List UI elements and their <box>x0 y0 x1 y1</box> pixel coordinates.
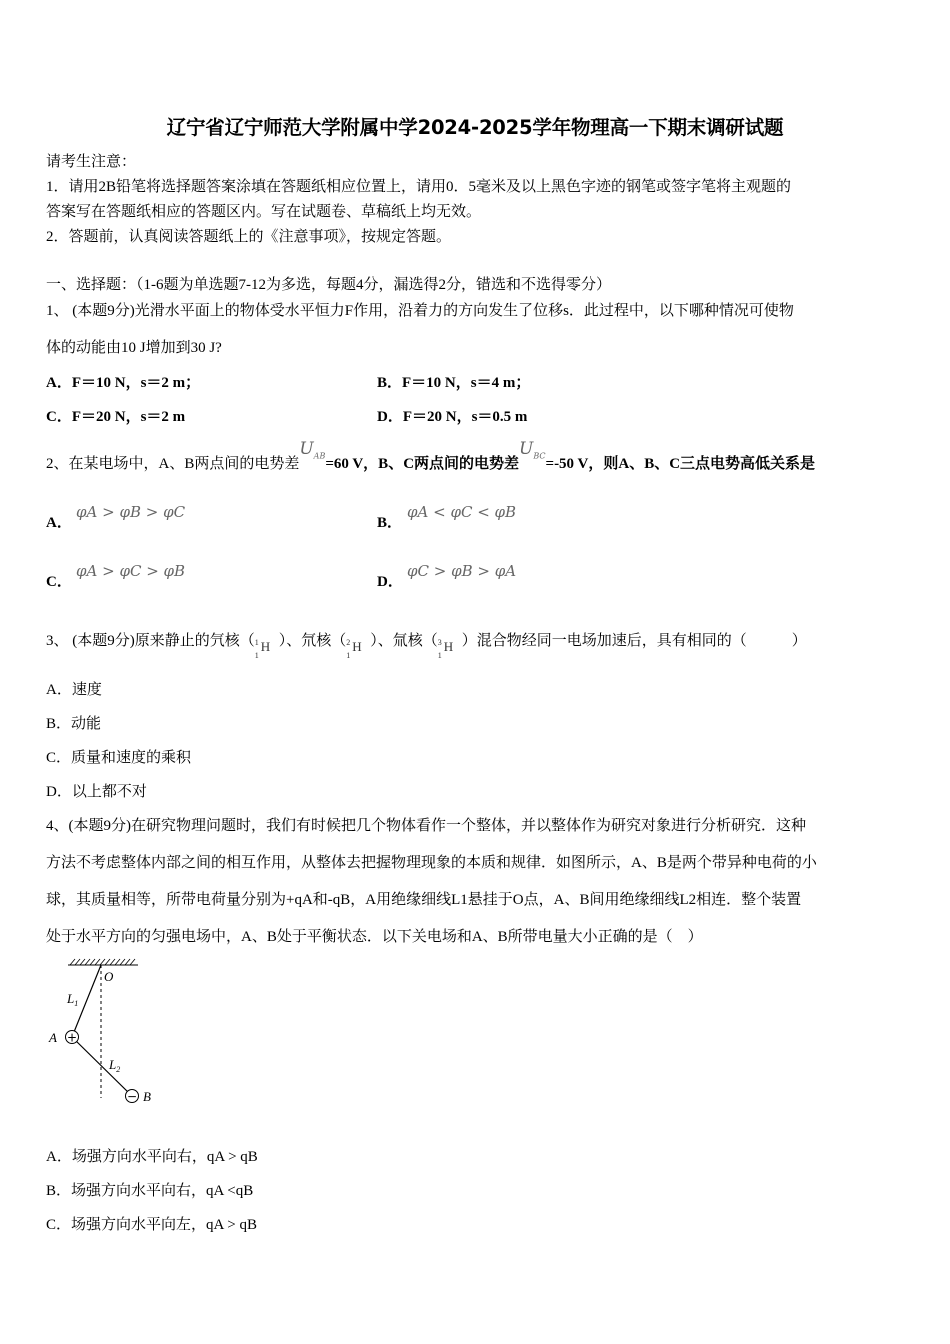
notice-heading: 请考生注意： <box>46 154 137 170</box>
q2-ubc-symbol: $U_{BC}$ <box>519 439 546 461</box>
q4-option-a: A．场强方向水平向右，qA > qB <box>46 1149 258 1165</box>
q3-stem-part1: 3、 (本题9分)原来静止的氕核（ <box>46 633 255 649</box>
q2-stem-part3: =-50 V，则A、B、C三点电势高低关系是 <box>545 456 816 472</box>
ball-a-plus: + <box>66 1030 78 1045</box>
notice-item-1a: 1．请用2B铅笔将选择题答案涂填在答题纸相应位置上，请用0．5毫米及以上黑色字迹的钢笔或签字笔将主观题的 <box>46 179 792 195</box>
q4-figure <box>40 955 170 1115</box>
notice-item-1b: 答案写在答题纸相应的答题区内。写在试题卷、草稿纸上均无效。 <box>46 204 482 220</box>
q2-stem-part2: =60 V，B、C两点间的电势差 <box>325 456 520 472</box>
ceiling-hatch <box>68 959 138 965</box>
q2-option-b-label: B． <box>377 515 403 531</box>
q4-option-b: B．场强方向水平向右，qA <qB <box>46 1183 254 1199</box>
q3-option-c: C．质量和速度的乘积 <box>46 750 192 766</box>
q4-option-c: C．场强方向水平向左，qA > qB <box>46 1217 257 1233</box>
q1-option-b: B．F＝10 N，s＝4 m； <box>377 375 531 391</box>
q4-stem-line1: 4、(本题9分)在研究物理问题时，我们有时候把几个物体看作一个整体，并以整体作为研究对象进行分析研究．这种 <box>46 818 806 834</box>
label-o: O <box>104 969 114 984</box>
q1-option-d: D．F＝20 N，s＝0.5 m <box>377 409 528 425</box>
q2-option-a-label: A． <box>46 515 72 531</box>
page-title: 辽宁省辽宁师范大学附属中学2024-2025学年物理高一下期末调研试题 <box>166 116 784 139</box>
label-l2: $L_2$ <box>109 1057 121 1074</box>
section-heading: 一、选择题：（1-6题为单选题7-12为多选，每题4分，漏选得2分，错选和不选得零分） <box>46 277 611 293</box>
string-l2 <box>72 1037 132 1096</box>
q1-option-a: A．F＝10 N，s＝2 m； <box>46 375 201 391</box>
q4-stem-line4: 处于水平方向的匀强电场中，A、B处于平衡状态．以下关电场和A、B所带电量大小正确的是（ ） <box>46 929 703 945</box>
q2-option-d-label: D． <box>377 574 403 590</box>
q2-option-b-expr: φA < φC < φB <box>407 503 517 521</box>
q2-option-d-expr: φC > φB > φA <box>407 562 517 580</box>
q3-option-a: A．速度 <box>46 682 102 698</box>
q3-stem-part3: ）、氚核（ <box>370 633 438 649</box>
notice-item-2: 2．答题前，认真阅读答题纸上的《注意事项》，按规定答题。 <box>46 229 452 245</box>
q2-stem-part1: 2、在某电场中，A、B两点间的电势差 <box>46 456 300 472</box>
ball-b-minus: − <box>126 1089 138 1104</box>
q3-stem: 3、 (本题9分)原来静止的氕核（ 1 1 H ）、氘核（ 2 1 H ）、氚核（ 3 1 H ）混合物经同一电场加速后，具有相同的（ ） <box>46 633 807 660</box>
label-l1: $L_1$ <box>67 991 79 1008</box>
label-b: B <box>143 1089 151 1104</box>
q3-option-d: D．以上都不对 <box>46 784 147 800</box>
q2-stem <box>46 439 816 479</box>
label-a: A <box>49 1030 57 1045</box>
q2-option-c-label: C． <box>46 574 72 590</box>
q1-option-c: C．F＝20 N，s＝2 m <box>46 409 186 425</box>
q3-stem-part4: ）混合物经同一电场加速后，具有相同的（ ） <box>461 633 807 649</box>
q1-stem-line2: 体的动能由10 J增加到30 J? <box>46 340 222 356</box>
q2-uab-symbol: $U_{AB}$ <box>299 439 326 461</box>
q4-stem-line3: 球，其质量相等，所带电荷量分别为+qA和-qB，A用绝缘细线L1悬挂于O点，A、B间用绝缘细线L2相连．整个装置 <box>46 892 802 908</box>
q2-option-c-expr: φA > φC > φB <box>76 562 186 580</box>
q3-stem-part2: ）、氘核（ <box>278 633 347 649</box>
q2-option-a-expr: φA > φB > φC <box>76 503 186 521</box>
q1-stem-line1: 1、 (本题9分)光滑水平面上的物体受水平恒力F作用，沿着力的方向发生了位移s．此过程中，以下哪种情况可使物 <box>46 303 794 319</box>
q3-option-b: B．动能 <box>46 716 102 732</box>
q4-stem-line2: 方法不考虑整体内部之间的相互作用，从整体去把握物理现象的本质和规律．如图所示，A、B是两个带异种电荷的小 <box>46 855 817 871</box>
